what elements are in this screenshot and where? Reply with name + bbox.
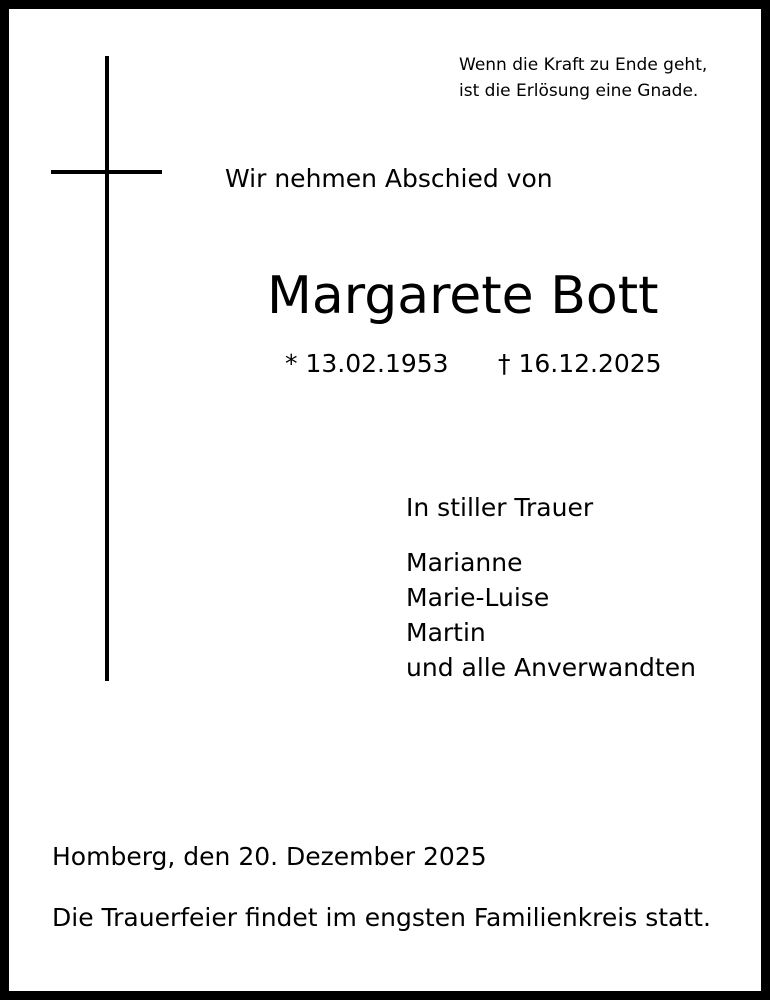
mourner-name: Marie-Luise xyxy=(406,583,550,612)
obituary-notice xyxy=(9,9,761,991)
ceremony-note: Die Trauerfeier findet im engsten Familienkreis statt. xyxy=(52,903,711,932)
mourner-name: Marianne xyxy=(406,548,523,577)
motto-quote xyxy=(459,52,759,104)
death-date: † 16.12.2025 xyxy=(498,349,662,378)
mourner-name: Martin xyxy=(406,618,486,647)
motto-line: ist die Erlösung eine Gnade. xyxy=(459,81,699,101)
farewell-intro: Wir nehmen Abschied von xyxy=(225,164,553,193)
birth-date: * 13.02.1953 xyxy=(285,349,449,378)
place-and-date: Homberg, den 20. Dezember 2025 xyxy=(52,842,487,871)
deceased-name: Margarete Bott xyxy=(267,266,659,326)
cross-vertical-bar xyxy=(105,56,109,681)
mourning-heading: In stiller Trauer xyxy=(406,493,594,522)
mourner-name: und alle Anverwandten xyxy=(406,653,696,682)
motto-line: Wenn die Kraft zu Ende geht, xyxy=(459,55,708,75)
cross-horizontal-bar xyxy=(51,170,162,174)
mourners-list xyxy=(406,545,696,685)
